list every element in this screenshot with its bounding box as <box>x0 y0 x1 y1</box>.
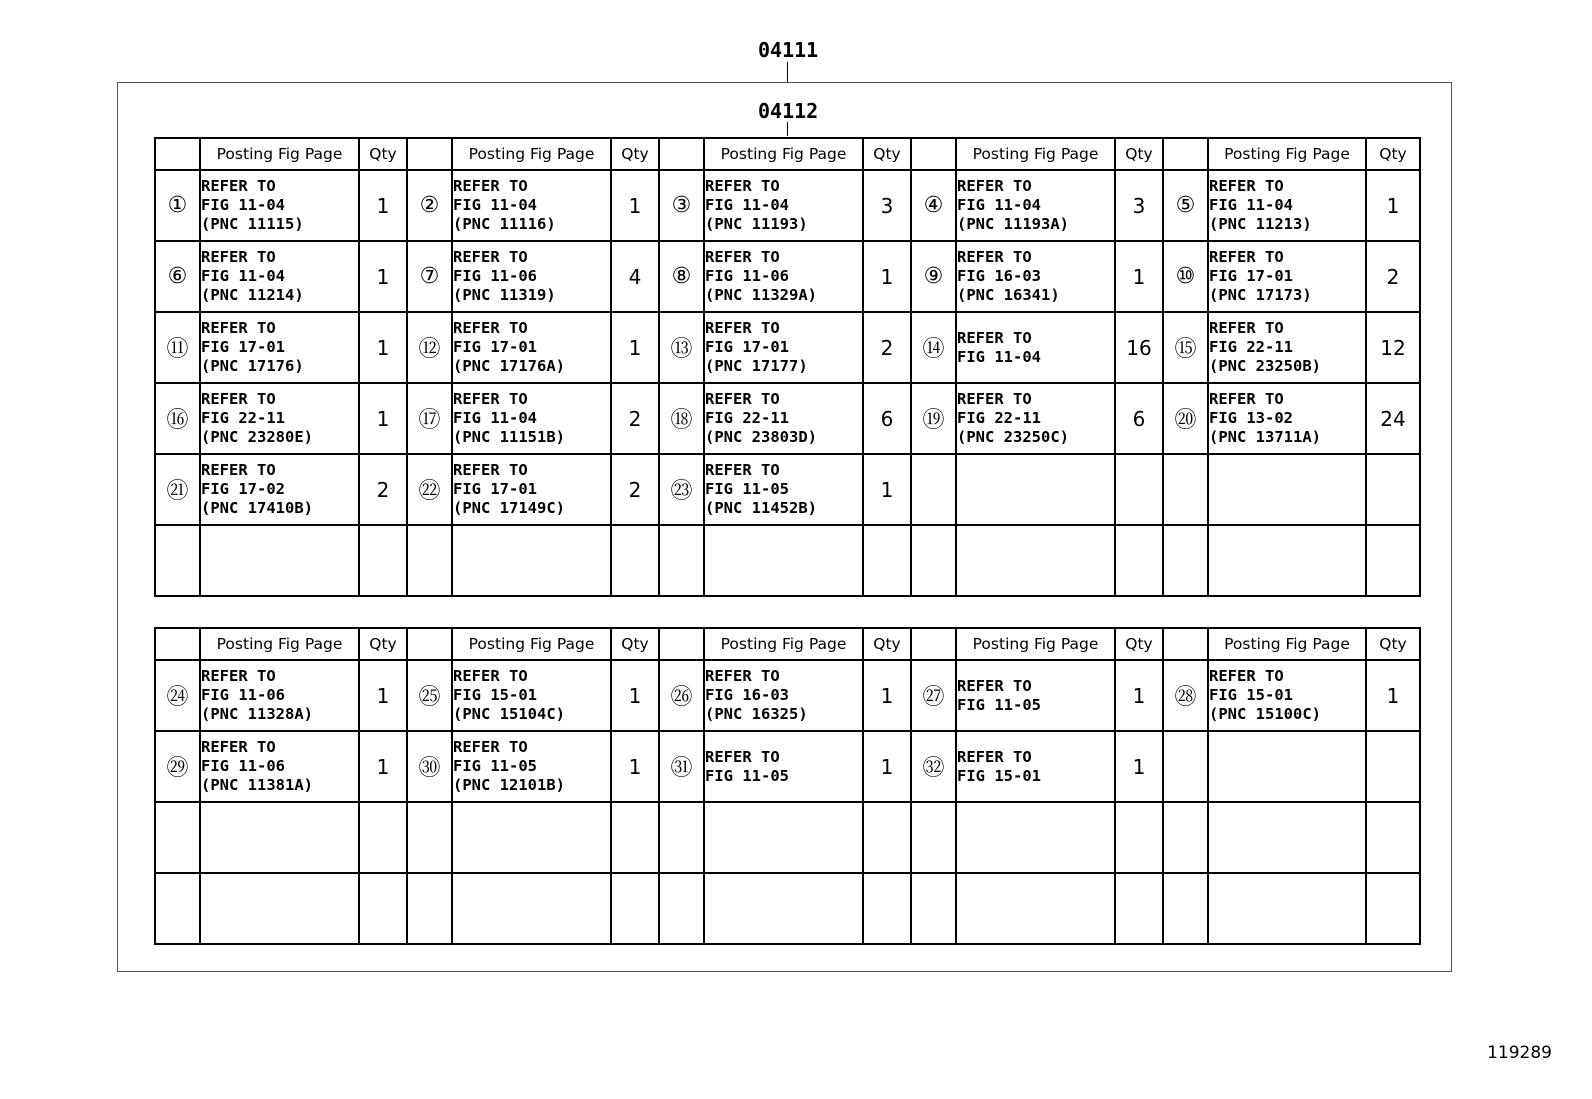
reference-line: FIG 11-04 <box>453 196 537 214</box>
reference-cell <box>956 873 1115 944</box>
header-posting-fig-page: Posting Fig Page <box>452 138 611 170</box>
qty-value <box>1366 454 1420 525</box>
reference-line: FIG 11-04 <box>453 409 537 427</box>
reference-cell <box>200 731 359 802</box>
reference-line: FIG 15-01 <box>453 686 537 704</box>
reference-line: FIG 17-02 <box>201 480 285 498</box>
reference-cell <box>1208 454 1366 525</box>
callout-number: ㉘ <box>1163 660 1208 731</box>
qty-value <box>1115 873 1163 944</box>
header-qty: Qty <box>1366 628 1420 660</box>
reference-line: FIG 11-05 <box>957 695 1041 714</box>
callout-number: ⑯ <box>155 383 200 454</box>
qty-value <box>863 873 911 944</box>
header-qty: Qty <box>359 138 407 170</box>
qty-value: 1 <box>611 660 659 731</box>
qty-value <box>359 802 407 873</box>
callout-number <box>407 873 452 944</box>
callout-number: ② <box>407 170 452 241</box>
reference-line: REFER TO <box>453 390 528 408</box>
callout-number <box>407 802 452 873</box>
reference-line: REFER TO <box>957 747 1032 766</box>
header-posting-fig-page: Posting Fig Page <box>1208 628 1366 660</box>
reference-line: (PNC 17149C) <box>453 499 565 517</box>
callout-number: ㉕ <box>407 660 452 731</box>
reference-line: FIG 17-01 <box>453 480 537 498</box>
reference-cell <box>1208 525 1366 596</box>
reference-cell <box>704 731 863 802</box>
reference-line: (PNC 12101B) <box>453 776 565 794</box>
qty-value: 1 <box>611 312 659 383</box>
callout-number: ⑫ <box>407 312 452 383</box>
reference-line: FIG 16-03 <box>705 686 789 704</box>
parts-table-2-body <box>155 628 1420 944</box>
qty-value: 6 <box>863 383 911 454</box>
header-blank-cell <box>1163 138 1208 170</box>
callout-number <box>1163 525 1208 596</box>
reference-cell <box>200 525 359 596</box>
reference-line: (PNC 17410B) <box>201 499 313 517</box>
reference-line: (PNC 11214) <box>201 286 304 304</box>
reference-cell <box>200 873 359 944</box>
reference-cell <box>956 454 1115 525</box>
callout-number <box>155 525 200 596</box>
reference-line: REFER TO <box>453 738 528 756</box>
header-blank-cell <box>155 628 200 660</box>
callout-number: ⑮ <box>1163 312 1208 383</box>
reference-cell <box>452 660 611 731</box>
reference-cell <box>704 170 863 241</box>
reference-cell <box>452 873 611 944</box>
qty-value: 1 <box>863 731 911 802</box>
qty-value: 1 <box>863 660 911 731</box>
callout-number <box>911 525 956 596</box>
reference-line: (PNC 11193A) <box>957 215 1069 233</box>
callout-number: ㉚ <box>407 731 452 802</box>
reference-cell <box>200 454 359 525</box>
reference-line: (PNC 23250B) <box>1209 357 1321 375</box>
reference-line: (PNC 11328A) <box>201 705 313 723</box>
callout-number: ⑨ <box>911 241 956 312</box>
callout-number: ㉔ <box>155 660 200 731</box>
table-row <box>155 802 1420 873</box>
qty-value <box>863 802 911 873</box>
reference-line: REFER TO <box>957 676 1032 695</box>
reference-cell <box>1208 873 1366 944</box>
callout-number: ⑱ <box>659 383 704 454</box>
reference-line: REFER TO <box>705 390 780 408</box>
qty-value: 1 <box>1366 660 1420 731</box>
table-row <box>155 525 1420 596</box>
qty-value: 1 <box>1115 660 1163 731</box>
reference-line: (PNC 17173) <box>1209 286 1312 304</box>
table-row <box>155 383 1420 454</box>
callout-number <box>659 802 704 873</box>
callout-number <box>659 873 704 944</box>
callout-number: ⑥ <box>155 241 200 312</box>
reference-line: REFER TO <box>957 390 1032 408</box>
reference-cell <box>452 454 611 525</box>
header-posting-fig-page: Posting Fig Page <box>452 628 611 660</box>
reference-cell <box>1208 660 1366 731</box>
reference-line: FIG 17-01 <box>1209 267 1293 285</box>
reference-line: FIG 13-02 <box>1209 409 1293 427</box>
reference-line: REFER TO <box>453 319 528 337</box>
reference-cell <box>1208 170 1366 241</box>
callout-number: ⑭ <box>911 312 956 383</box>
header-qty: Qty <box>359 628 407 660</box>
reference-cell <box>704 454 863 525</box>
reference-line: REFER TO <box>957 328 1032 347</box>
callout-number: ㉛ <box>659 731 704 802</box>
reference-line: REFER TO <box>201 738 276 756</box>
reference-cell <box>452 383 611 454</box>
table-row <box>155 170 1420 241</box>
qty-value <box>863 525 911 596</box>
qty-value: 12 <box>1366 312 1420 383</box>
reference-line: FIG 11-04 <box>705 196 789 214</box>
qty-value: 2 <box>359 454 407 525</box>
table-row <box>155 660 1420 731</box>
callout-number: ⑰ <box>407 383 452 454</box>
reference-line: FIG 15-01 <box>1209 686 1293 704</box>
reference-line: FIG 11-06 <box>201 757 285 775</box>
reference-cell <box>704 660 863 731</box>
reference-line: (PNC 11115) <box>201 215 304 233</box>
reference-line: (PNC 23803D) <box>705 428 817 446</box>
reference-line: FIG 17-01 <box>201 338 285 356</box>
qty-value <box>1115 525 1163 596</box>
callout-number: ⑬ <box>659 312 704 383</box>
header-qty: Qty <box>1366 138 1420 170</box>
reference-line: FIG 11-04 <box>957 196 1041 214</box>
reference-line: (PNC 17176) <box>201 357 304 375</box>
table-row <box>155 873 1420 944</box>
reference-line: (PNC 15100C) <box>1209 705 1321 723</box>
header-qty: Qty <box>863 628 911 660</box>
qty-value: 1 <box>359 383 407 454</box>
reference-cell <box>704 241 863 312</box>
reference-line: REFER TO <box>705 319 780 337</box>
callout-number <box>1163 731 1208 802</box>
callout-number: ④ <box>911 170 956 241</box>
callout-number: ㉒ <box>407 454 452 525</box>
reference-line: REFER TO <box>705 248 780 266</box>
callout-number: ㉗ <box>911 660 956 731</box>
callout-number <box>1163 802 1208 873</box>
callout-number: ③ <box>659 170 704 241</box>
header-posting-fig-page: Posting Fig Page <box>1208 138 1366 170</box>
header-blank-cell <box>659 138 704 170</box>
reference-line: FIG 22-11 <box>1209 338 1293 356</box>
callout-number: ㉖ <box>659 660 704 731</box>
qty-value: 2 <box>863 312 911 383</box>
reference-line: REFER TO <box>201 390 276 408</box>
reference-line: FIG 17-01 <box>705 338 789 356</box>
reference-cell <box>200 660 359 731</box>
parts-table-1-body <box>155 138 1420 596</box>
reference-line: (PNC 23250C) <box>957 428 1069 446</box>
reference-line: REFER TO <box>201 667 276 685</box>
table-header-row <box>155 138 1420 170</box>
qty-value <box>359 525 407 596</box>
header-posting-fig-page: Posting Fig Page <box>200 628 359 660</box>
subassembly-leader-line <box>787 122 788 136</box>
reference-line: REFER TO <box>957 248 1032 266</box>
reference-line: FIG 11-05 <box>705 480 789 498</box>
qty-value <box>611 873 659 944</box>
reference-line: FIG 16-03 <box>957 267 1041 285</box>
reference-line: REFER TO <box>453 461 528 479</box>
qty-value: 1 <box>863 454 911 525</box>
callout-number: ⑩ <box>1163 241 1208 312</box>
header-blank-cell <box>1163 628 1208 660</box>
callout-number <box>1163 873 1208 944</box>
reference-line: (PNC 23280E) <box>201 428 313 446</box>
table-header-row <box>155 628 1420 660</box>
qty-value: 1 <box>611 731 659 802</box>
reference-cell <box>1208 802 1366 873</box>
reference-line: FIG 11-04 <box>201 196 285 214</box>
reference-line: REFER TO <box>201 177 276 195</box>
reference-line: REFER TO <box>1209 667 1284 685</box>
reference-line: (PNC 11151B) <box>453 428 565 446</box>
qty-value <box>1366 873 1420 944</box>
qty-value <box>611 802 659 873</box>
reference-cell <box>956 241 1115 312</box>
reference-cell <box>452 731 611 802</box>
reference-cell <box>956 170 1115 241</box>
qty-value <box>611 525 659 596</box>
reference-line: FIG 11-05 <box>453 757 537 775</box>
reference-cell <box>452 525 611 596</box>
header-blank-cell <box>659 628 704 660</box>
callout-number: ⑤ <box>1163 170 1208 241</box>
table-row <box>155 731 1420 802</box>
qty-value: 1 <box>359 731 407 802</box>
qty-value <box>1366 731 1420 802</box>
callout-number <box>659 525 704 596</box>
reference-cell <box>452 241 611 312</box>
callout-number: ⑦ <box>407 241 452 312</box>
reference-cell <box>704 312 863 383</box>
reference-line: (PNC 16325) <box>705 705 808 723</box>
header-blank-cell <box>407 138 452 170</box>
callout-number: ⑳ <box>1163 383 1208 454</box>
header-qty: Qty <box>611 628 659 660</box>
header-posting-fig-page: Posting Fig Page <box>704 628 863 660</box>
callout-number: ㉑ <box>155 454 200 525</box>
callout-number: ⑧ <box>659 241 704 312</box>
parts-table-1 <box>154 137 1421 597</box>
qty-value: 1 <box>1115 241 1163 312</box>
table-row <box>155 312 1420 383</box>
qty-value: 3 <box>1115 170 1163 241</box>
reference-cell <box>704 873 863 944</box>
qty-value: 4 <box>611 241 659 312</box>
assembly-leader-line <box>787 62 788 82</box>
qty-value: 2 <box>1366 241 1420 312</box>
qty-value <box>1115 454 1163 525</box>
header-blank-cell <box>911 628 956 660</box>
header-blank-cell <box>407 628 452 660</box>
callout-number <box>1163 454 1208 525</box>
reference-line: REFER TO <box>453 248 528 266</box>
reference-line: (PNC 11116) <box>453 215 556 233</box>
reference-line: FIG 22-11 <box>957 409 1041 427</box>
header-posting-fig-page: Posting Fig Page <box>956 628 1115 660</box>
reference-line: FIG 11-06 <box>201 686 285 704</box>
header-qty: Qty <box>863 138 911 170</box>
reference-line: REFER TO <box>705 747 780 766</box>
assembly-label: 04111 <box>758 38 819 62</box>
reference-line: FIG 11-04 <box>201 267 285 285</box>
reference-line: (PNC 11381A) <box>201 776 313 794</box>
reference-line: (PNC 16341) <box>957 286 1060 304</box>
reference-cell <box>452 170 611 241</box>
qty-value: 3 <box>863 170 911 241</box>
reference-cell <box>200 312 359 383</box>
qty-value: 1 <box>1366 170 1420 241</box>
subassembly-label: 04112 <box>758 99 819 123</box>
qty-value: 6 <box>1115 383 1163 454</box>
parts-table-2 <box>154 627 1421 945</box>
header-blank-cell <box>155 138 200 170</box>
reference-line: (PNC 11213) <box>1209 215 1312 233</box>
qty-value: 1 <box>1115 731 1163 802</box>
reference-line: (PNC 13711A) <box>1209 428 1321 446</box>
callout-number: ⑲ <box>911 383 956 454</box>
reference-cell <box>956 802 1115 873</box>
reference-cell <box>1208 731 1366 802</box>
reference-line: REFER TO <box>1209 390 1284 408</box>
reference-line: REFER TO <box>1209 177 1284 195</box>
qty-value: 1 <box>611 170 659 241</box>
reference-cell <box>956 525 1115 596</box>
reference-line: REFER TO <box>705 461 780 479</box>
reference-line: FIG 11-06 <box>705 267 789 285</box>
reference-cell <box>200 383 359 454</box>
qty-value <box>1366 802 1420 873</box>
header-posting-fig-page: Posting Fig Page <box>200 138 359 170</box>
reference-line: (PNC 15104C) <box>453 705 565 723</box>
illustration-id: 119289 <box>1487 1043 1552 1063</box>
reference-line: REFER TO <box>705 177 780 195</box>
reference-cell <box>704 525 863 596</box>
qty-value <box>1115 802 1163 873</box>
callout-number <box>155 873 200 944</box>
reference-cell <box>200 802 359 873</box>
reference-line: (PNC 11329A) <box>705 286 817 304</box>
reference-line: FIG 11-04 <box>957 347 1041 366</box>
qty-value: 1 <box>863 241 911 312</box>
qty-value: 1 <box>359 312 407 383</box>
callout-number: ① <box>155 170 200 241</box>
qty-value: 16 <box>1115 312 1163 383</box>
reference-line: FIG 22-11 <box>705 409 789 427</box>
header-qty: Qty <box>1115 628 1163 660</box>
reference-cell <box>200 241 359 312</box>
callout-number <box>911 454 956 525</box>
reference-line: FIG 22-11 <box>201 409 285 427</box>
qty-value: 24 <box>1366 383 1420 454</box>
reference-line: (PNC 11319) <box>453 286 556 304</box>
callout-number: ㉓ <box>659 454 704 525</box>
reference-line: (PNC 11452B) <box>705 499 817 517</box>
reference-line: FIG 17-01 <box>453 338 537 356</box>
qty-value: 1 <box>359 660 407 731</box>
qty-value: 1 <box>359 241 407 312</box>
header-posting-fig-page: Posting Fig Page <box>956 138 1115 170</box>
reference-line: (PNC 17177) <box>705 357 808 375</box>
table-row <box>155 454 1420 525</box>
reference-cell <box>1208 241 1366 312</box>
callout-number <box>911 802 956 873</box>
qty-value: 2 <box>611 383 659 454</box>
reference-cell <box>452 802 611 873</box>
callout-number: ㉜ <box>911 731 956 802</box>
reference-cell <box>1208 312 1366 383</box>
reference-cell <box>452 312 611 383</box>
reference-line: FIG 11-05 <box>705 766 789 785</box>
reference-line: REFER TO <box>201 319 276 337</box>
callout-number <box>155 802 200 873</box>
reference-cell <box>1208 383 1366 454</box>
reference-line: REFER TO <box>201 248 276 266</box>
header-qty: Qty <box>1115 138 1163 170</box>
table-row <box>155 241 1420 312</box>
reference-cell <box>956 383 1115 454</box>
header-blank-cell <box>911 138 956 170</box>
reference-cell <box>956 312 1115 383</box>
qty-value: 2 <box>611 454 659 525</box>
reference-cell <box>704 383 863 454</box>
reference-cell <box>956 660 1115 731</box>
qty-value <box>1366 525 1420 596</box>
reference-line: FIG 11-04 <box>1209 196 1293 214</box>
reference-line: (PNC 11193) <box>705 215 808 233</box>
reference-cell <box>704 802 863 873</box>
callout-number: ⑪ <box>155 312 200 383</box>
reference-line: FIG 11-06 <box>453 267 537 285</box>
reference-line: (PNC 17176A) <box>453 357 565 375</box>
reference-line: REFER TO <box>453 177 528 195</box>
header-posting-fig-page: Posting Fig Page <box>704 138 863 170</box>
reference-line: REFER TO <box>1209 248 1284 266</box>
reference-line: REFER TO <box>957 177 1032 195</box>
callout-number <box>911 873 956 944</box>
reference-line: REFER TO <box>201 461 276 479</box>
reference-cell <box>956 731 1115 802</box>
reference-line: REFER TO <box>1209 319 1284 337</box>
qty-value <box>359 873 407 944</box>
qty-value: 1 <box>359 170 407 241</box>
reference-cell <box>200 170 359 241</box>
header-qty: Qty <box>611 138 659 170</box>
callout-number <box>407 525 452 596</box>
reference-line: FIG 15-01 <box>957 766 1041 785</box>
callout-number: ㉙ <box>155 731 200 802</box>
reference-line: REFER TO <box>705 667 780 685</box>
reference-line: REFER TO <box>453 667 528 685</box>
